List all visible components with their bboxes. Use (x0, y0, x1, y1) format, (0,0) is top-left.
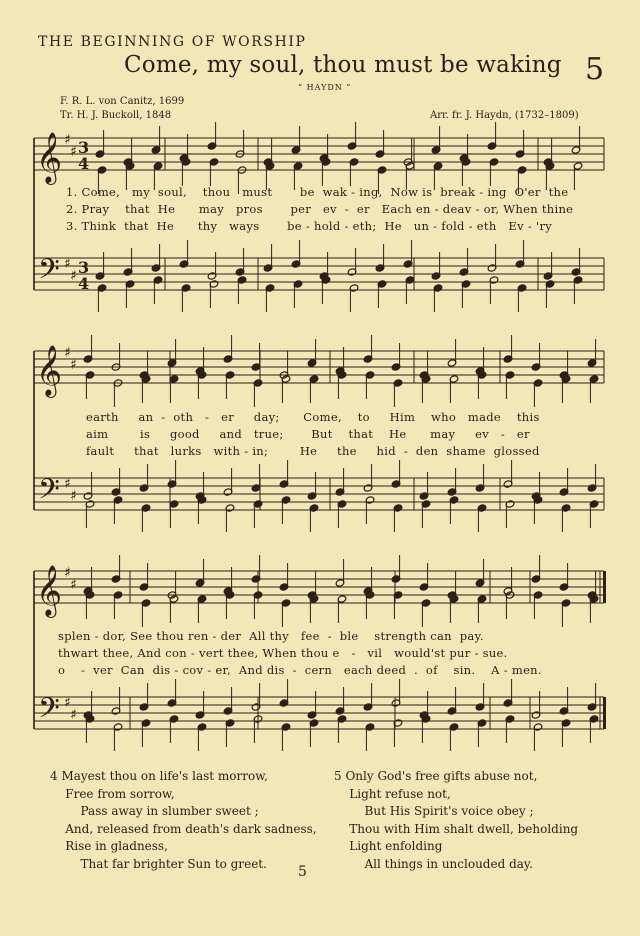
translator-credit: Tr. H. J. Buckoll, 1848 (60, 110, 172, 121)
sharp-sign: ♯ (70, 577, 77, 593)
sharp-sign: ♯ (70, 357, 77, 373)
verse-5-line: But His Spirit's voice obey ; (334, 804, 534, 818)
lyric-line-1-2: 2. Pray that He may pros per ev - er Each en - deav - or, When thine (66, 202, 574, 216)
lyric-line-3-2: thwart thee, And con - vert thee, When thou e - vil would'st pur - sue. (58, 646, 508, 660)
tune-name: “ HAYDN ” (298, 83, 352, 92)
sharp-sign: ♯ (70, 144, 77, 160)
time-signature: 4 (78, 154, 90, 173)
verse-5 (334, 768, 578, 873)
verse-5-line: Light enfolding (334, 839, 443, 853)
hymn-title: Come, my soul, thou must be waking (124, 52, 562, 78)
verse-4-line: Free from sorrow, (50, 786, 175, 801)
verse-4-line: And, released from death's dark sadness, (50, 821, 317, 836)
lyric-line-2-2: aim is good and true; But that He may ev - er (86, 427, 530, 441)
lyric-line-3-3: o - ver Can dis - cov - er, And dis - cern each deed . of sin. A - men. (58, 663, 542, 677)
lyric-line-2-3: fault that lurks with - in; He the hid - den shame glossed (86, 444, 540, 458)
author-credit: F. R. L. von Canitz, 1699 (60, 96, 185, 107)
lyric-line-3-1: splen - dor, See thou ren - der All thy fee - ble strength can pay. (58, 629, 484, 643)
final-bar-thick (603, 571, 606, 603)
sharp-sign: ♯ (64, 256, 71, 272)
sharp-sign: ♯ (64, 695, 71, 711)
time-signature: 3 (78, 138, 90, 157)
treble-clef: 𝄞 (36, 345, 63, 396)
time-signature: 4 (78, 274, 90, 293)
bass-clef: 𝄢 (38, 692, 60, 732)
verse-5-line: All things in unclouded day. (334, 856, 533, 871)
lyric-line-2-1: earth an - oth - er day; Come, to Him who made this (86, 410, 540, 424)
sharp-sign: ♯ (70, 268, 77, 284)
verse-4 (50, 768, 317, 873)
section-heading: THE BEGINNING OF WORSHIP (38, 34, 307, 50)
verse-5-line: Thou with Him shalt dwell, beholding (334, 821, 579, 836)
sharp-sign: ♯ (70, 488, 77, 504)
lyric-line-1-3: 3. Think that He thy ways be - hold - eth; He un - fold - eth Ev - 'ry (66, 219, 553, 233)
composer-credit: Arr. fr. J. Haydn, (1732–1809) (430, 110, 579, 121)
verse-4-line: That far brighter Sun to greet. (50, 856, 267, 871)
treble-clef: 𝄞 (36, 132, 63, 183)
time-signature: 3 (78, 258, 90, 277)
bass-clef: 𝄢 (38, 253, 60, 293)
verse-5-line: 5 Only God's free gifts abuse not, (334, 769, 538, 783)
treble-clef: 𝄞 (36, 565, 63, 616)
sharp-sign: ♯ (70, 707, 77, 723)
sharp-sign: ♯ (64, 345, 71, 361)
verse-4-line: Rise in gladness, (50, 839, 168, 853)
sharp-sign: ♯ (64, 565, 71, 581)
page-number: 5 (298, 864, 307, 880)
bass-clef: 𝄢 (38, 473, 60, 513)
lyric-line-1-1: 1. Come, my soul, thou must be wak - ing, Now is break - ing O'er the (66, 185, 569, 199)
verse-4-line: 4 Mayest thou on life's last morrow, (50, 769, 268, 783)
sharp-sign: ♯ (64, 476, 71, 492)
verse-5-line: Light refuse not, (334, 786, 451, 801)
verse-4-line: Pass away in slumber sweet ; (50, 804, 259, 818)
final-bar-thick (603, 697, 606, 729)
sharp-sign: ♯ (64, 132, 71, 148)
hymn-number: 5 (585, 52, 605, 87)
